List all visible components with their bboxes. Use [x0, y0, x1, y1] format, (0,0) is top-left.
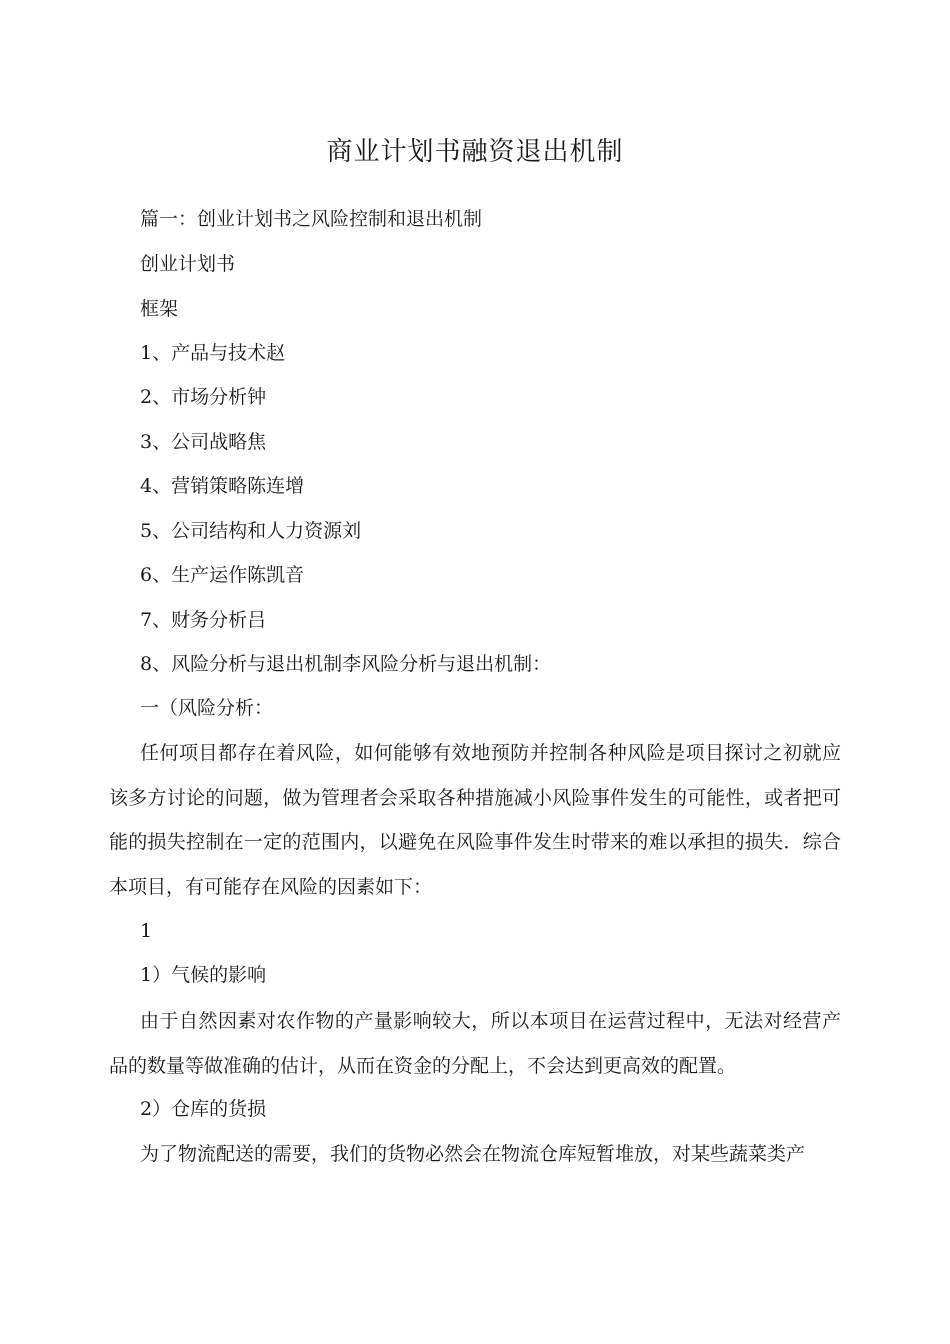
text-line: 框架 — [140, 298, 179, 320]
list-item: 1、产品与技术赵 — [140, 342, 286, 364]
document-title: 商业计划书融资退出机制 — [326, 137, 624, 167]
list-item: 7、财务分析吕 — [140, 609, 267, 631]
paragraph-warehouse: 为了物流配送的需要，我们的货物必然会在物流仓库短暂堆放，对某些蔬菜类产 — [140, 1143, 806, 1165]
paragraph-risk-intro: 任何项目都存在着风险，如何能够有效地预防并控制各种风险是项目探讨之初就应该多方讨论的问题，做为管理者会采取各种措施减小风险事件发生的可能性，或者把可能的损失控制在一定的范围内，以避免在风险事件发生时带来的难以承担的损失．综合本项目，有可能存在风险的因素如下： — [109, 742, 841, 898]
list-item: 2、市场分析钟 — [140, 386, 267, 408]
text-line: 创业计划书 — [140, 253, 236, 275]
list-item: 8、风险分析与退出机制李风险分析与退出机制： — [140, 653, 552, 675]
paragraph-climate: 由于自然因素对农作物的产量影响较大，所以本项目在运营过程中，无法对经营产品的数量等做准确的估计，从而在资金的分配上，不会达到更高效的配置。 — [109, 1010, 841, 1077]
subheading: 1）气候的影响 — [140, 964, 267, 986]
list-item: 5、公司结构和人力资源刘 — [140, 520, 362, 542]
subheading: 一（风险分析： — [140, 697, 274, 719]
subheading: 2）仓库的货损 — [140, 1098, 267, 1120]
list-item: 6、生产运作陈凯音 — [140, 564, 305, 586]
list-item: 4、营销策略陈连增 — [140, 475, 305, 497]
section-heading: 篇一：创业计划书之风险控制和退出机制 — [140, 208, 483, 230]
text-line: 1 — [140, 920, 153, 942]
list-item: 3、公司战略焦 — [140, 431, 267, 453]
